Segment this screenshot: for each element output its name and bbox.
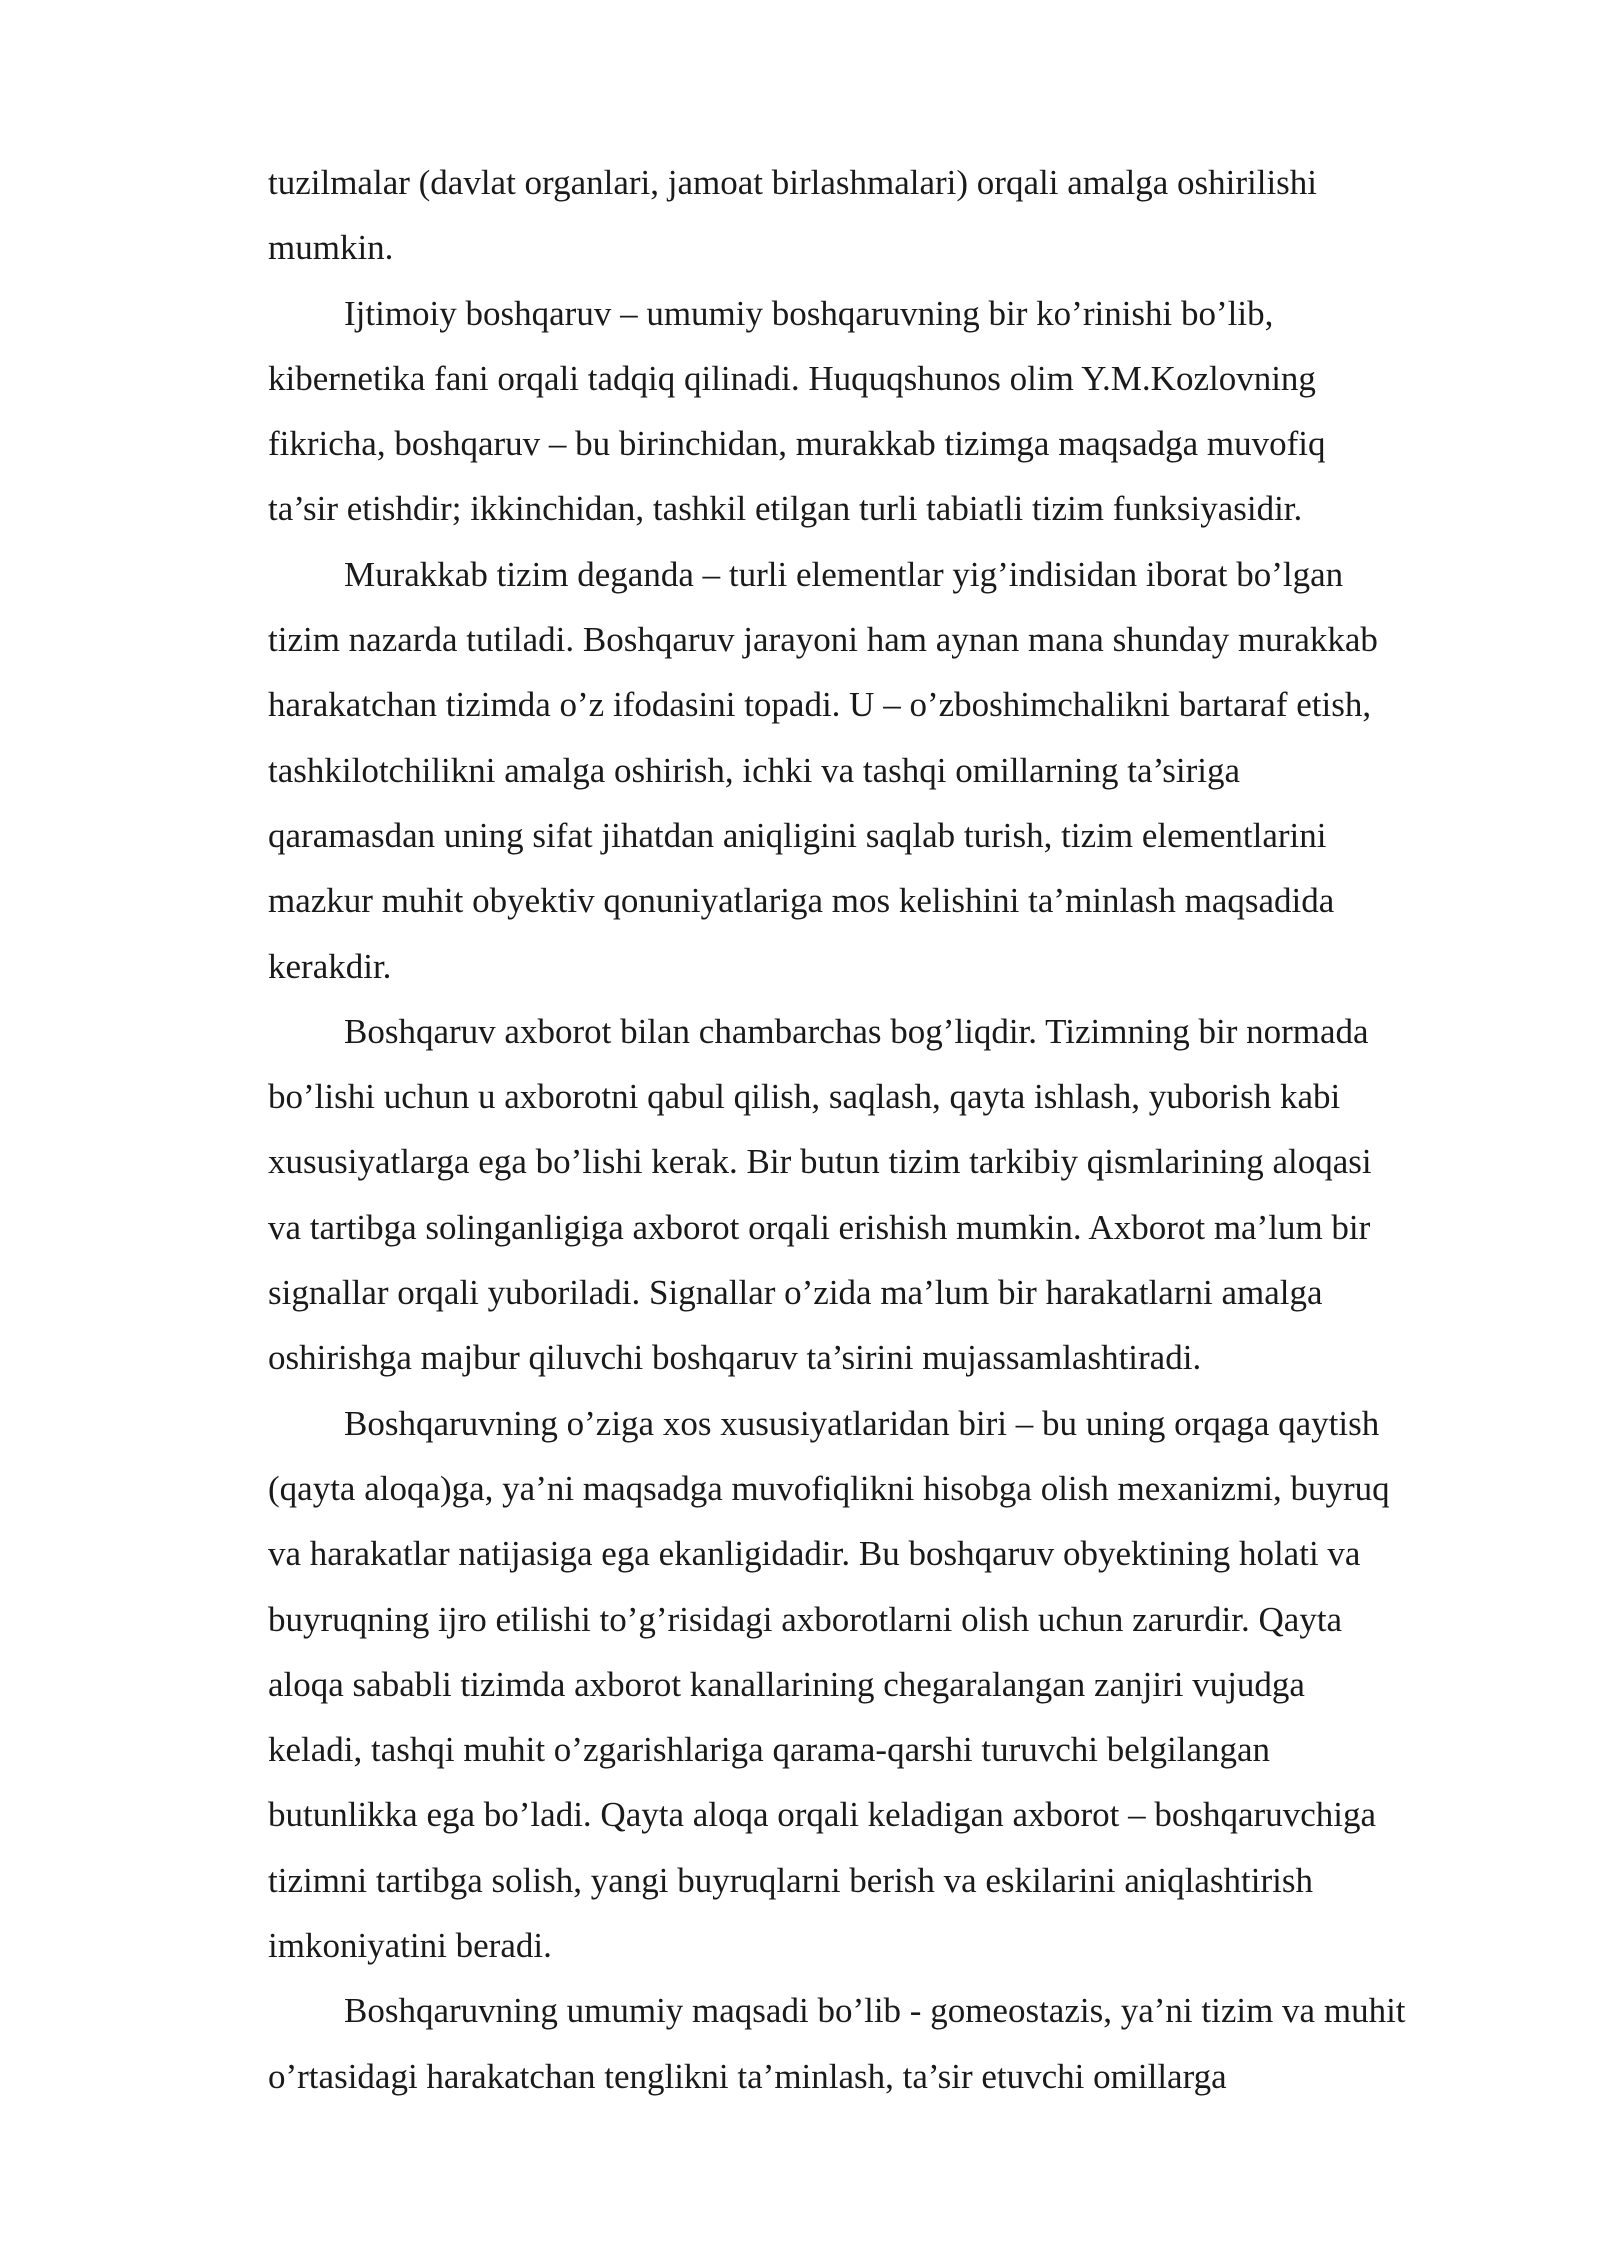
text-line: Ijtimoiy boshqaruv – umumiy boshqaruvning bir ko’rinishi bo’lib, [344,293,1274,333]
text-line: Boshqaruvning o’ziga xos xususiyatlaridan biri – bu uning orqaga qaytish [344,1403,1380,1443]
text-line: ta’sir etishdir; ikkinchidan, tashkil etilgan turli tabiatli tizim funksiyasidir. [268,489,1303,529]
text-line: fikricha, boshqaruv – bu birinchidan, murakkab tizimga maqsadga muvofiq [268,424,1326,464]
text-line: qaramasdan uning sifat jihatdan aniqligini saqlab turish, tizim elementlarini [268,815,1327,855]
paragraph [268,150,1498,281]
paragraph [268,1978,1498,2109]
text-line: kerakdir. [268,946,392,986]
text-line: (qayta aloqa)ga, ya’ni maqsadga muvofiqlikni hisobga olish mexanizmi, buyruq [268,1468,1390,1508]
text-line: butunlikka ega bo’ladi. Qayta aloqa orqali keladigan axborot – boshqaruvchiga [268,1795,1376,1835]
text-line: signallar orqali yuboriladi. Signallar o’zida ma’lum bir harakatlarni amalga [268,1273,1323,1313]
text-line: tizim nazarda tutiladi. Boshqaruv jarayoni ham aynan mana shunday murakkab [268,620,1378,660]
paragraph [268,542,1498,999]
text-line: Boshqaruv axborot bilan chambarchas bog’liqdir. Tizimning bir normada [344,1011,1369,1051]
text-line: harakatchan tizimda o’z ifodasini topadi. U – o’zboshimchalikni bartaraf etish, [268,685,1372,725]
text-line: aloqa sababli tizimda axborot kanallarining chegaralangan zanjiri vujudga [268,1664,1305,1704]
text-line: Boshqaruvning umumiy maqsadi bo’lib - gomeostazis, ya’ni tizim va muhit [344,1991,1406,2031]
text-line: tashkilotchilikni amalga oshirish, ichki va tashqi omillarning ta’siriga [268,750,1241,790]
paragraph [268,999,1498,1391]
text-line: tuzilmalar (davlat organlari, jamoat birlashmalari) orqali amalga oshirilishi [268,163,1318,202]
text-line: buyruqning ijro etilishi to’g’risidagi axborotlarni olish uchun zarurdir. Qayta [268,1599,1343,1639]
text-line: va harakatlar natijasiga ega ekanligidadir. Bu boshqaruv obyektining holati va [268,1534,1361,1574]
text-line: o’rtasidagi harakatchan tenglikni ta’minlash, ta’sir etuvchi omillarga [268,2056,1227,2096]
text-line: oshirishga majbur qiluvchi boshqaruv ta’sirini mujassamlashtiradi. [268,1338,1202,1378]
text-line: Murakkab tizim deganda – turli elementlar yig’indisidan iborat bo’lgan [344,554,1344,594]
text-line: mazkur muhit obyektiv qonuniyatlariga mos kelishini ta’minlash maqsadida [268,881,1335,921]
text-line: bo’lishi uchun u axborotni qabul qilish, saqlash, qayta ishlash, yuborish kabi [268,1077,1341,1117]
document-body [268,150,1498,2109]
text-line: imkoniyatini beradi. [268,1926,552,1966]
text-line: tizimni tartibga solish, yangi buyruqlarni berish va eskilarini aniqlashtirish [268,1860,1313,1900]
text-line: keladi, tashqi muhit o’zgarishlariga qarama-qarshi turuvchi belgilangan [268,1730,1271,1770]
text-line: xususiyatlarga ega bo’lishi kerak. Bir butun tizim tarkibiy qismlarining aloqasi [268,1142,1372,1182]
text-line: va tartibga solinganligiga axborot orqali erishish mumkin. Axborot ma’lum bir [268,1207,1371,1247]
text-line: kibernetika fani orqali tadqiq qilinadi. Huquqshunos olim Y.M.Kozlovning [268,358,1316,398]
paragraph [268,1391,1498,1979]
text-line: mumkin. [268,228,394,268]
paragraph [268,281,1498,542]
